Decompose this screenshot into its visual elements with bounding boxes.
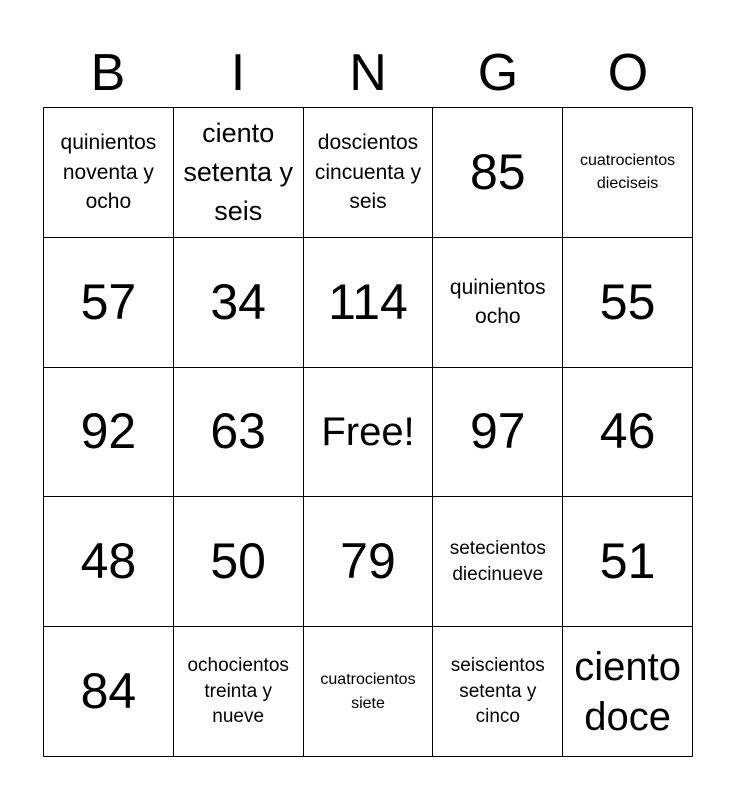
bingo-cell-g4[interactable] [433, 497, 563, 627]
cell-label: 92 [80, 403, 137, 460]
cell-label: ciento doce [574, 644, 681, 739]
bingo-cell-g3[interactable] [433, 368, 563, 498]
bingo-cell-n1[interactable] [304, 108, 434, 238]
cell-label: doscientos cincuenta y seis [314, 131, 422, 214]
cell-label: setecientos diecinueve [449, 538, 546, 585]
header-letter-n: N [349, 44, 387, 102]
cell-label: 97 [469, 403, 526, 460]
header-letter-o: O [607, 44, 649, 102]
cell-label: 79 [340, 533, 396, 590]
bingo-cell-n4[interactable] [304, 497, 434, 627]
header-letter-b: B [90, 44, 126, 102]
bingo-cell-g5[interactable] [433, 627, 563, 757]
bingo-header [43, 40, 693, 106]
bingo-cell-b4[interactable] [44, 497, 174, 627]
cell-label: 34 [210, 273, 266, 330]
bingo-cell-i2[interactable] [174, 238, 304, 368]
cell-label: cuatrocientos siete [320, 671, 416, 712]
free-space-label: Free! [321, 409, 415, 454]
bingo-cell-b3[interactable] [44, 368, 174, 498]
header-letter-g: G [477, 44, 519, 102]
cell-label: ochocientos treinta y nueve [187, 655, 289, 728]
cell-label: 48 [80, 533, 137, 590]
bingo-cell-b1[interactable] [44, 108, 174, 238]
bingo-cell-o2[interactable] [563, 238, 693, 368]
bingo-cell-n5[interactable] [304, 627, 434, 757]
cell-label: 55 [599, 273, 656, 330]
cell-label: 85 [469, 143, 526, 200]
cell-label: 57 [80, 273, 137, 330]
bingo-cell-o1[interactable] [563, 108, 693, 238]
cell-label: 51 [599, 533, 656, 590]
bingo-cell-i5[interactable] [174, 627, 304, 757]
bingo-cell-g2[interactable] [433, 238, 563, 368]
bingo-cell-o3[interactable] [563, 368, 693, 498]
cell-label: quinientos ocho [449, 275, 546, 329]
cell-label: 114 [328, 273, 408, 330]
cell-label: quinientos noventa y ocho [60, 131, 157, 214]
bingo-cell-i1[interactable] [174, 108, 304, 238]
header-letter-i: I [230, 44, 246, 102]
bingo-cell-b5[interactable] [44, 627, 174, 757]
bingo-cell-b2[interactable] [44, 238, 174, 368]
cell-label: cuatrocientos dieciseis [580, 152, 676, 193]
bingo-cell-i4[interactable] [174, 497, 304, 627]
cell-label: 84 [80, 663, 137, 720]
cell-label: 50 [210, 533, 266, 590]
bingo-cell-g1[interactable] [433, 108, 563, 238]
cell-label: seiscientos setenta y cinco [450, 655, 545, 728]
cell-label: 63 [210, 403, 266, 460]
bingo-board [43, 107, 693, 757]
bingo-cell-n2[interactable] [304, 238, 434, 368]
cell-label: 46 [599, 403, 656, 460]
bingo-cell-o4[interactable] [563, 497, 693, 627]
bingo-cell-i3[interactable] [174, 368, 304, 498]
bingo-cell-o5[interactable] [563, 627, 693, 757]
cell-label: ciento setenta y seis [183, 117, 293, 226]
bingo-cell-free[interactable] [304, 368, 434, 498]
